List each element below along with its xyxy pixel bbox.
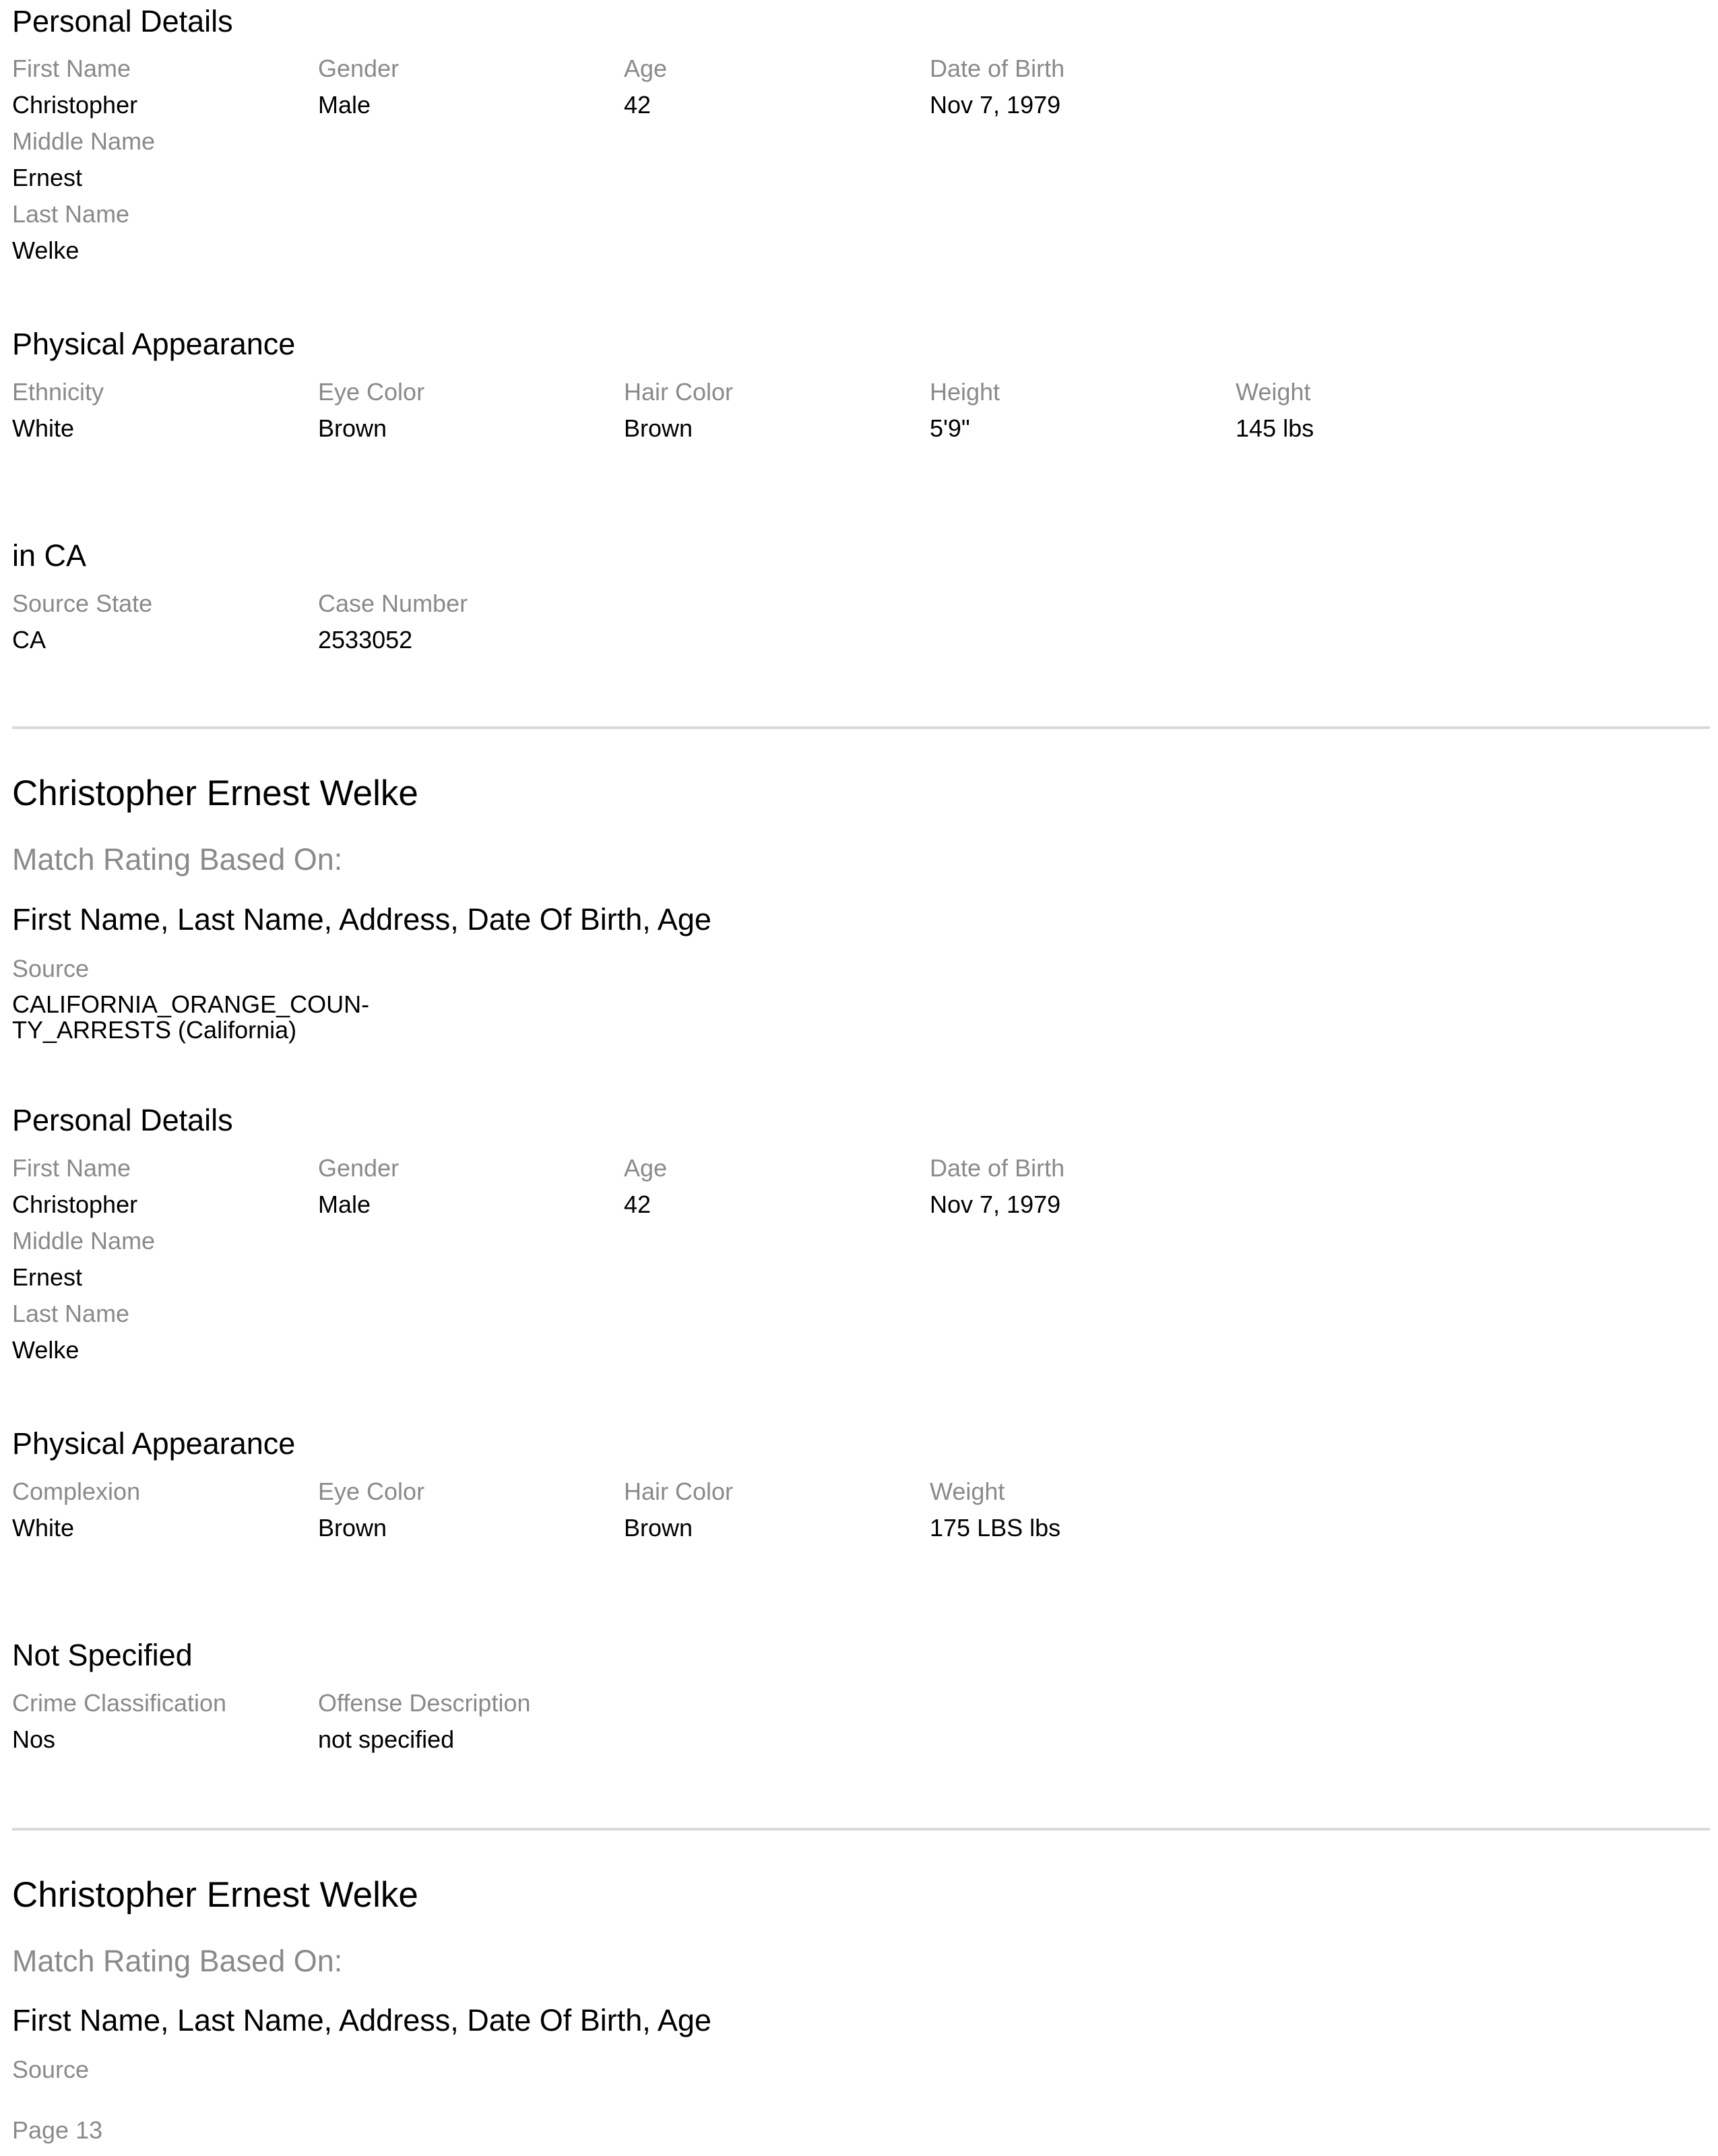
match-rating-label: Match Rating Based On: xyxy=(12,842,343,877)
weight-value: 145 lbs xyxy=(1236,414,1314,442)
match-rating-fields: First Name, Last Name, Address, Date Of Birth, Age xyxy=(12,902,711,937)
first-name-label: First Name xyxy=(12,1154,131,1182)
age-value: 42 xyxy=(624,91,651,119)
weight-label: Weight xyxy=(930,1478,1005,1505)
eye-color-label: Eye Color xyxy=(318,378,425,406)
page-number: Page 13 xyxy=(12,2116,103,2144)
last-name-value: Welke xyxy=(12,236,79,264)
record-divider xyxy=(12,1828,1710,1831)
source-label: Source xyxy=(12,2056,90,2083)
middle-name-label: Middle Name xyxy=(12,1227,156,1255)
crime-classification-value: Nos xyxy=(12,1725,56,1753)
source-label: Source xyxy=(12,955,90,982)
hair-color-value: Brown xyxy=(624,414,693,442)
complexion-label: Complexion xyxy=(12,1478,141,1505)
hair-color-value: Brown xyxy=(624,1514,693,1542)
source-state-label: Source State xyxy=(12,590,153,617)
offense-description-label: Offense Description xyxy=(318,1689,531,1717)
offense-description-value: not specified xyxy=(318,1725,455,1753)
last-name-label: Last Name xyxy=(12,200,130,228)
source-value: CALIFORNIA_ORANGE_COUN- TY_ARRESTS (California) xyxy=(12,990,370,1044)
eye-color-value: Brown xyxy=(318,1514,387,1542)
match-rating-fields: First Name, Last Name, Address, Date Of Birth, Age xyxy=(12,2003,711,2037)
hair-color-label: Hair Color xyxy=(624,378,734,406)
dob-value: Nov 7, 1979 xyxy=(930,91,1061,119)
age-label: Age xyxy=(624,1154,668,1182)
dob-label: Date of Birth xyxy=(930,55,1065,82)
case-number-value: 2533052 xyxy=(318,626,413,654)
middle-name-label: Middle Name xyxy=(12,127,156,155)
middle-name-value: Ernest xyxy=(12,1263,83,1291)
physical-appearance-heading: Physical Appearance xyxy=(12,1426,296,1461)
eye-color-label: Eye Color xyxy=(318,1478,425,1505)
personal-details-heading: Personal Details xyxy=(12,1103,233,1137)
crime-heading: Not Specified xyxy=(12,1638,193,1672)
first-name-value: Christopher xyxy=(12,1191,138,1218)
gender-value: Male xyxy=(318,91,371,119)
gender-value: Male xyxy=(318,1191,371,1218)
physical-appearance-heading: Physical Appearance xyxy=(12,327,296,361)
weight-label: Weight xyxy=(1236,378,1311,406)
middle-name-value: Ernest xyxy=(12,164,83,191)
ethnicity-label: Ethnicity xyxy=(12,378,104,406)
eye-color-value: Brown xyxy=(318,414,387,442)
first-name-value: Christopher xyxy=(12,91,138,119)
last-name-label: Last Name xyxy=(12,1300,130,1327)
personal-details-heading: Personal Details xyxy=(12,4,233,38)
dob-label: Date of Birth xyxy=(930,1154,1065,1182)
gender-label: Gender xyxy=(318,55,400,82)
case-number-label: Case Number xyxy=(318,590,468,617)
case-heading: in CA xyxy=(12,538,87,573)
dob-value: Nov 7, 1979 xyxy=(930,1191,1061,1218)
source-state-value: CA xyxy=(12,626,46,654)
complexion-value: White xyxy=(12,1514,75,1542)
hair-color-label: Hair Color xyxy=(624,1478,734,1505)
weight-value: 175 LBS lbs xyxy=(930,1514,1061,1542)
height-label: Height xyxy=(930,378,1000,406)
record-name: Christopher Ernest Welke xyxy=(12,773,418,813)
ethnicity-value: White xyxy=(12,414,75,442)
gender-label: Gender xyxy=(318,1154,400,1182)
report-page xyxy=(12,0,1710,2156)
record-divider xyxy=(12,726,1710,729)
last-name-value: Welke xyxy=(12,1336,79,1364)
crime-classification-label: Crime Classification xyxy=(12,1689,227,1717)
match-rating-label: Match Rating Based On: xyxy=(12,1944,343,1978)
height-value: 5'9" xyxy=(930,414,970,442)
age-value: 42 xyxy=(624,1191,651,1218)
record-name: Christopher Ernest Welke xyxy=(12,1875,418,1915)
first-name-label: First Name xyxy=(12,55,131,82)
age-label: Age xyxy=(624,55,668,82)
